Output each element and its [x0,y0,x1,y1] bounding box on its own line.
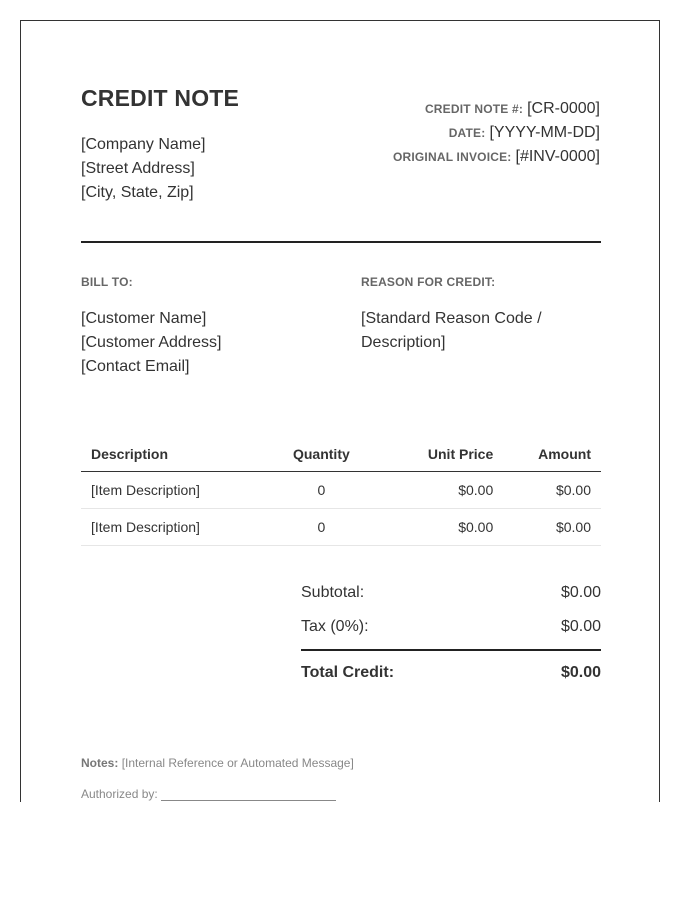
table-header-row [81,436,601,472]
table-row [81,472,601,509]
items-table [81,436,601,546]
date-row [393,121,600,145]
notes-text: [Internal Reference or Automated Message] [121,756,354,770]
authorized-by-label: Authorized by: [81,787,158,801]
date-value: [YYYY-MM-DD] [489,124,600,141]
original-invoice-row [393,145,600,169]
credit-note-number-value: [CR-0000] [527,100,600,117]
authorized-by [81,787,336,801]
company-street: [Street Address] [81,160,195,177]
subtotal-label: Subtotal: [301,584,365,601]
header-amount: Amount [503,436,601,472]
header-unit-price: Unit Price [361,436,503,472]
reason-label: REASON FOR CREDIT: [361,275,496,289]
row-amount: $0.00 [503,472,601,509]
credit-note-number-label: CREDIT NOTE #: [424,102,524,116]
total-divider [301,649,601,651]
tax-label: Tax (0%): [301,618,369,635]
meta-block [393,97,600,169]
row-unit-price: $0.00 [361,509,503,546]
original-invoice-label: ORIGINAL INVOICE: [392,150,512,164]
subtotal-row [301,581,601,615]
row-description: [Item Description] [81,472,282,509]
reason-text: [Standard Reason Code / Description] [361,310,542,351]
notes-label: Notes: [81,756,119,770]
tax-row [301,615,601,649]
customer-name: [Customer Name] [81,310,207,327]
header-quantity: Quantity [282,436,362,472]
company-block [81,133,206,205]
total-row [301,661,601,695]
total-credit-value: $0.00 [560,664,601,681]
credit-note-page [20,20,660,802]
date-label: DATE: [448,126,486,140]
row-amount: $0.00 [503,509,601,546]
subtotal-value: $0.00 [560,584,601,601]
company-name: [Company Name] [81,136,206,153]
signature-line [161,788,336,801]
row-unit-price: $0.00 [361,472,503,509]
totals-block [301,581,601,695]
row-description: [Item Description] [81,509,282,546]
bill-to-label: BILL TO: [81,275,133,289]
bill-to-block [81,307,222,379]
original-invoice-value: [#INV-0000] [515,148,600,165]
tax-value: $0.00 [560,618,601,635]
company-city: [City, State, Zip] [81,184,194,201]
header-description: Description [81,436,282,472]
header-divider [81,241,601,243]
notes [81,756,354,770]
table-row [81,509,601,546]
credit-note-number-row [393,97,600,121]
document-title: CREDIT NOTE [81,85,240,111]
row-quantity: 0 [282,472,362,509]
customer-email: [Contact Email] [81,358,190,375]
total-credit-label: Total Credit: [301,664,395,681]
row-quantity: 0 [282,509,362,546]
customer-address: [Customer Address] [81,334,222,351]
